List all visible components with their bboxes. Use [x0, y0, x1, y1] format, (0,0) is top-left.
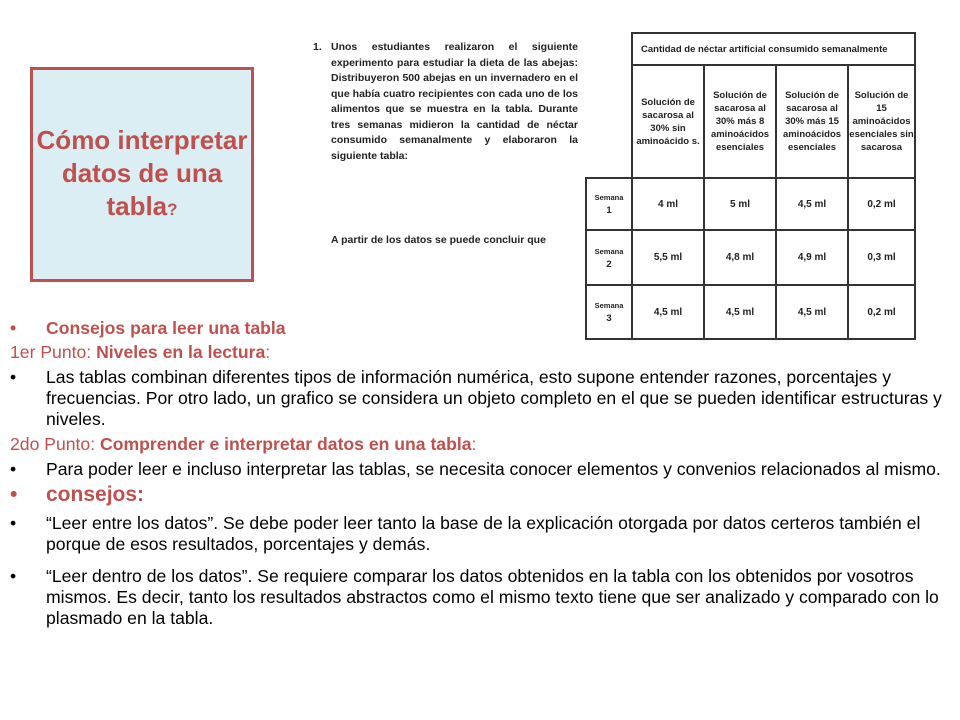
point-2-heading [10, 434, 955, 455]
slide-title-question-mark: ? [167, 199, 178, 219]
row-label [586, 178, 632, 230]
bullet-2-text: Para poder leer e incluso interpretar las tablas, se necesita conocer elementos y convenios relacionados al mismo. [46, 459, 941, 479]
table-header-4: Solución de 15 aminoácidos esenciales sin sacarosa [848, 65, 915, 178]
point-1-prefix: 1er Punto: [10, 342, 97, 362]
tips-heading [10, 318, 955, 339]
table-cell: 4,8 ml [704, 230, 776, 285]
table-cell: 4,5 ml [776, 285, 848, 339]
nectar-table [585, 32, 916, 340]
bullet-4-text: “Leer dentro de los datos”. Se requiere comparar los datos obtenidos en la tabla con los obtenidos por vosotros mismos. Es decir, tanto los resultados abstractos como el mismo texto tiene que ser analizado y comparado con lo plasmado en la tabla. [46, 566, 939, 628]
point-2-suffix: : [471, 434, 477, 454]
table-cell: 5,5 ml [632, 230, 704, 285]
problem-number: 1. [313, 41, 322, 53]
bullet-3-text: “Leer entre los datos”. Se debe poder leer tanto la base de la explicación otorgada por datos certeros también el porque de esos resultados, porcentajes y demás. [46, 513, 921, 554]
table-header-3: Solución de sacarosa al 30% más 15 aminoácidos esenciales [776, 65, 848, 178]
table-cell: 4 ml [632, 178, 704, 230]
slide-title-text: Cómo interpretar datos de una tabla [36, 124, 248, 221]
row-label [586, 230, 632, 285]
table-row [586, 178, 915, 230]
consejos-heading-text: consejos: [46, 483, 145, 506]
table-corner [586, 33, 632, 178]
point-2-prefix: 2do Punto: [10, 434, 100, 454]
point-1-suffix: : [265, 342, 271, 362]
title-box [30, 67, 254, 282]
row-label-text: Semana [594, 301, 624, 310]
table-header-2: Solución de sacarosa al 30% más 8 aminoácidos esenciales [704, 65, 776, 178]
table-cell: 4,9 ml [776, 230, 848, 285]
point-1-heading [10, 342, 955, 363]
bullet-3 [10, 513, 955, 555]
bullet-1 [10, 367, 955, 430]
table-cell: 4,5 ml [704, 285, 776, 339]
table-cell: 0,2 ml [848, 285, 915, 339]
table-caption: Cantidad de néctar artificial consumido semanalmente [632, 33, 915, 65]
row-label-number: 1 [606, 205, 612, 216]
table-cell: 5 ml [704, 178, 776, 230]
problem-question: A partir de los datos se puede concluir que [331, 234, 546, 246]
bullet-1-text: Las tablas combinan diferentes tipos de información numérica, esto supone entender razones, porcentajes y frecuencias. Por otro lado, un grafico se considera un objeto completo en el que se pueden identificar estructuras y niveles. [46, 367, 942, 429]
table-cell: 4,5 ml [632, 285, 704, 339]
table-cell: 0,2 ml [848, 178, 915, 230]
table-cell: 0,3 ml [848, 230, 915, 285]
table-header-1: Solución de sacarosa al 30% sin aminoácido s. [632, 65, 704, 178]
row-label-text: Semana [594, 193, 624, 202]
row-label-text: Semana [594, 246, 624, 256]
problem-statement [313, 40, 578, 246]
table-row [586, 230, 915, 285]
row-label-number: 2 [606, 258, 612, 270]
slide-title [33, 124, 251, 226]
point-2-title: Comprender e interpretar datos en una tabla [100, 434, 472, 454]
bullet-4 [10, 566, 955, 629]
tips-heading-text: Consejos para leer una tabla [46, 318, 286, 338]
slide-content [10, 318, 955, 629]
row-label-number: 3 [606, 313, 612, 324]
bullet-2 [10, 459, 955, 480]
point-1-title: Niveles en la lectura [96, 342, 266, 362]
problem-text: Unos estudiantes realizaron el siguiente experimento para estudiar la dieta de las abejas: Distribuyeron 500 abejas en un invernadero en el que había cuatro recipientes con cada uno de los alimentos que se muestra en la tabla. Durante tres semanas midieron la cantidad de néctar consumido semanalmente y elaboraron la siguiente tabla: [331, 41, 578, 162]
table-cell: 4,5 ml [776, 178, 848, 230]
consejos-heading [10, 484, 955, 505]
